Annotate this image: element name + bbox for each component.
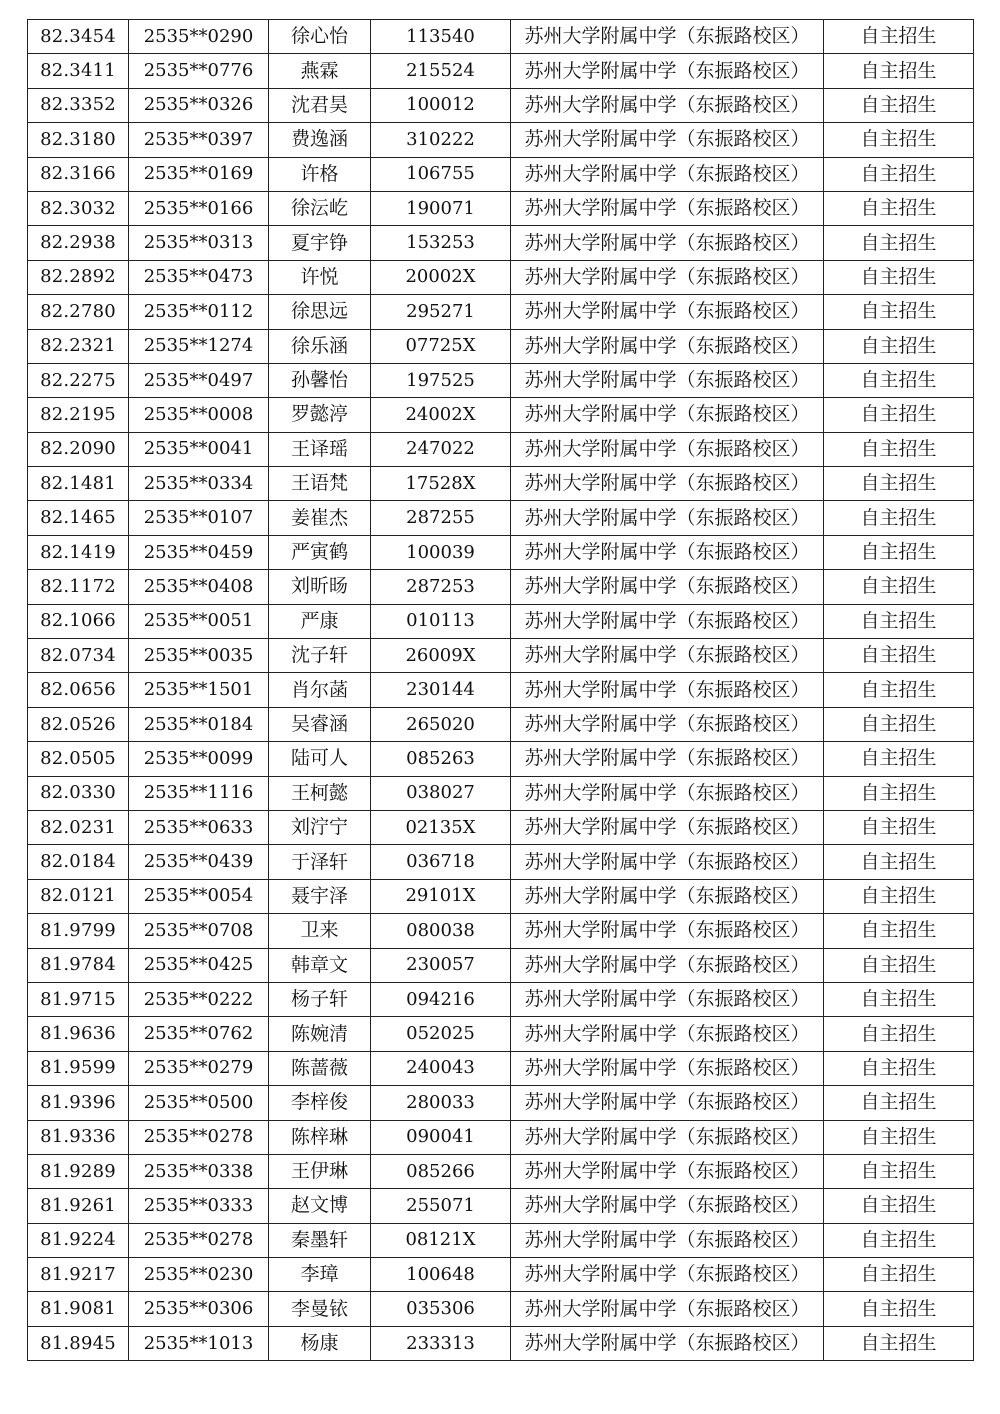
student-name-cell: 李曼铱: [269, 1292, 371, 1326]
exam-number-cell: 2535**0290: [129, 20, 269, 54]
student-name-cell: 赵文博: [269, 1189, 371, 1223]
id-suffix-cell: 310222: [371, 123, 511, 157]
student-name-cell: 徐思远: [269, 295, 371, 329]
admission-type-cell: 自主招生: [824, 260, 974, 294]
exam-number-cell: 2535**0762: [129, 1017, 269, 1051]
table-row: [28, 1051, 974, 1085]
table-row: [28, 501, 974, 535]
student-name-cell: 李璋: [269, 1258, 371, 1292]
student-name-cell: 严寅鹤: [269, 535, 371, 569]
id-suffix-cell: 197525: [371, 363, 511, 397]
school-cell: 苏州大学附属中学（东振路校区）: [511, 914, 824, 948]
table-row: [28, 1154, 974, 1188]
exam-number-cell: 2535**0776: [129, 54, 269, 88]
score-cell: 81.9636: [28, 1017, 129, 1051]
id-suffix-cell: 08121X: [371, 1223, 511, 1257]
student-name-cell: 陈婉清: [269, 1017, 371, 1051]
exam-number-cell: 2535**0425: [129, 948, 269, 982]
school-cell: 苏州大学附属中学（东振路校区）: [511, 1292, 824, 1326]
admission-type-cell: 自主招生: [824, 948, 974, 982]
exam-number-cell: 2535**0333: [129, 1189, 269, 1223]
table-row: [28, 776, 974, 810]
id-suffix-cell: 080038: [371, 914, 511, 948]
student-name-cell: 王伊琳: [269, 1154, 371, 1188]
school-cell: 苏州大学附属中学（东振路校区）: [511, 226, 824, 260]
admission-type-cell: 自主招生: [824, 673, 974, 707]
student-name-cell: 李梓俊: [269, 1086, 371, 1120]
table-row: [28, 20, 974, 54]
table-row: [28, 914, 974, 948]
id-suffix-cell: 26009X: [371, 639, 511, 673]
table-row: [28, 639, 974, 673]
id-suffix-cell: 090041: [371, 1120, 511, 1154]
school-cell: 苏州大学附属中学（东振路校区）: [511, 157, 824, 191]
exam-number-cell: 2535**0497: [129, 363, 269, 397]
table-row: [28, 1120, 974, 1154]
school-cell: 苏州大学附属中学（东振路校区）: [511, 982, 824, 1016]
admission-type-cell: 自主招生: [824, 570, 974, 604]
school-cell: 苏州大学附属中学（东振路校区）: [511, 123, 824, 157]
id-suffix-cell: 100012: [371, 88, 511, 122]
admission-type-cell: 自主招生: [824, 1086, 974, 1120]
admission-list-table: [27, 19, 974, 1361]
school-cell: 苏州大学附属中学（东振路校区）: [511, 1017, 824, 1051]
admission-type-cell: 自主招生: [824, 535, 974, 569]
id-suffix-cell: 035306: [371, 1292, 511, 1326]
admission-type-cell: 自主招生: [824, 226, 974, 260]
score-cell: 81.9336: [28, 1120, 129, 1154]
school-cell: 苏州大学附属中学（东振路校区）: [511, 639, 824, 673]
student-name-cell: 沈子轩: [269, 639, 371, 673]
student-name-cell: 姜崔杰: [269, 501, 371, 535]
score-cell: 82.3454: [28, 20, 129, 54]
table-body: [28, 20, 974, 1361]
id-suffix-cell: 265020: [371, 707, 511, 741]
score-cell: 82.3180: [28, 123, 129, 157]
id-suffix-cell: 280033: [371, 1086, 511, 1120]
exam-number-cell: 2535**0338: [129, 1154, 269, 1188]
school-cell: 苏州大学附属中学（东振路校区）: [511, 467, 824, 501]
score-cell: 82.3032: [28, 191, 129, 225]
school-cell: 苏州大学附属中学（东振路校区）: [511, 295, 824, 329]
exam-number-cell: 2535**0099: [129, 742, 269, 776]
school-cell: 苏州大学附属中学（东振路校区）: [511, 54, 824, 88]
school-cell: 苏州大学附属中学（东振路校区）: [511, 776, 824, 810]
id-suffix-cell: 07725X: [371, 329, 511, 363]
score-cell: 82.0656: [28, 673, 129, 707]
admission-type-cell: 自主招生: [824, 123, 974, 157]
score-cell: 82.2090: [28, 432, 129, 466]
student-name-cell: 徐沄屹: [269, 191, 371, 225]
school-cell: 苏州大学附属中学（东振路校区）: [511, 845, 824, 879]
school-cell: 苏州大学附属中学（东振路校区）: [511, 673, 824, 707]
id-suffix-cell: 106755: [371, 157, 511, 191]
exam-number-cell: 2535**0633: [129, 810, 269, 844]
student-name-cell: 于泽轩: [269, 845, 371, 879]
admission-type-cell: 自主招生: [824, 467, 974, 501]
id-suffix-cell: 295271: [371, 295, 511, 329]
score-cell: 82.1481: [28, 467, 129, 501]
student-name-cell: 杨子轩: [269, 982, 371, 1016]
score-cell: 82.0184: [28, 845, 129, 879]
student-name-cell: 罗懿渟: [269, 398, 371, 432]
admission-type-cell: 自主招生: [824, 742, 974, 776]
school-cell: 苏州大学附属中学（东振路校区）: [511, 88, 824, 122]
id-suffix-cell: 215524: [371, 54, 511, 88]
table-row: [28, 1223, 974, 1257]
table-row: [28, 295, 974, 329]
exam-number-cell: 2535**0473: [129, 260, 269, 294]
table-row: [28, 673, 974, 707]
exam-number-cell: 2535**0107: [129, 501, 269, 535]
exam-number-cell: 2535**0708: [129, 914, 269, 948]
school-cell: 苏州大学附属中学（东振路校区）: [511, 398, 824, 432]
student-name-cell: 王译瑶: [269, 432, 371, 466]
student-name-cell: 肖尔菡: [269, 673, 371, 707]
table-row: [28, 123, 974, 157]
student-name-cell: 沈君昊: [269, 88, 371, 122]
exam-number-cell: 2535**0041: [129, 432, 269, 466]
id-suffix-cell: 02135X: [371, 810, 511, 844]
exam-number-cell: 2535**1013: [129, 1326, 269, 1360]
exam-number-cell: 2535**0408: [129, 570, 269, 604]
exam-number-cell: 2535**1501: [129, 673, 269, 707]
admission-type-cell: 自主招生: [824, 1154, 974, 1188]
table-row: [28, 398, 974, 432]
admission-type-cell: 自主招生: [824, 845, 974, 879]
admission-type-cell: 自主招生: [824, 604, 974, 638]
id-suffix-cell: 24002X: [371, 398, 511, 432]
score-cell: 82.3166: [28, 157, 129, 191]
exam-number-cell: 2535**0278: [129, 1120, 269, 1154]
score-cell: 82.0505: [28, 742, 129, 776]
admission-type-cell: 自主招生: [824, 1189, 974, 1223]
id-suffix-cell: 010113: [371, 604, 511, 638]
school-cell: 苏州大学附属中学（东振路校区）: [511, 1086, 824, 1120]
score-cell: 82.1172: [28, 570, 129, 604]
exam-number-cell: 2535**0313: [129, 226, 269, 260]
id-suffix-cell: 113540: [371, 20, 511, 54]
score-cell: 81.9224: [28, 1223, 129, 1257]
table-row: [28, 604, 974, 638]
student-name-cell: 许格: [269, 157, 371, 191]
student-name-cell: 王柯懿: [269, 776, 371, 810]
student-name-cell: 陈梓琳: [269, 1120, 371, 1154]
exam-number-cell: 2535**1274: [129, 329, 269, 363]
id-suffix-cell: 233313: [371, 1326, 511, 1360]
student-name-cell: 韩章文: [269, 948, 371, 982]
id-suffix-cell: 255071: [371, 1189, 511, 1223]
score-cell: 82.1419: [28, 535, 129, 569]
score-cell: 82.3411: [28, 54, 129, 88]
exam-number-cell: 2535**0334: [129, 467, 269, 501]
student-name-cell: 卫来: [269, 914, 371, 948]
exam-number-cell: 2535**0459: [129, 535, 269, 569]
exam-number-cell: 2535**0306: [129, 1292, 269, 1326]
admission-type-cell: 自主招生: [824, 776, 974, 810]
school-cell: 苏州大学附属中学（东振路校区）: [511, 948, 824, 982]
student-name-cell: 燕霖: [269, 54, 371, 88]
id-suffix-cell: 230144: [371, 673, 511, 707]
school-cell: 苏州大学附属中学（东振路校区）: [511, 1154, 824, 1188]
school-cell: 苏州大学附属中学（东振路校区）: [511, 363, 824, 397]
school-cell: 苏州大学附属中学（东振路校区）: [511, 501, 824, 535]
table-row: [28, 432, 974, 466]
id-suffix-cell: 094216: [371, 982, 511, 1016]
id-suffix-cell: 17528X: [371, 467, 511, 501]
student-name-cell: 杨康: [269, 1326, 371, 1360]
school-cell: 苏州大学附属中学（东振路校区）: [511, 707, 824, 741]
score-cell: 82.2275: [28, 363, 129, 397]
table-row: [28, 879, 974, 913]
table-row: [28, 948, 974, 982]
id-suffix-cell: 287255: [371, 501, 511, 535]
school-cell: 苏州大学附属中学（东振路校区）: [511, 879, 824, 913]
id-suffix-cell: 230057: [371, 948, 511, 982]
school-cell: 苏州大学附属中学（东振路校区）: [511, 260, 824, 294]
school-cell: 苏州大学附属中学（东振路校区）: [511, 1326, 824, 1360]
student-name-cell: 徐乐涵: [269, 329, 371, 363]
admission-type-cell: 自主招生: [824, 1292, 974, 1326]
exam-number-cell: 2535**0222: [129, 982, 269, 1016]
exam-number-cell: 2535**0035: [129, 639, 269, 673]
table-row: [28, 570, 974, 604]
admission-type-cell: 自主招生: [824, 1223, 974, 1257]
admission-type-cell: 自主招生: [824, 707, 974, 741]
exam-number-cell: 2535**0008: [129, 398, 269, 432]
score-cell: 81.9081: [28, 1292, 129, 1326]
admission-type-cell: 自主招生: [824, 88, 974, 122]
admission-type-cell: 自主招生: [824, 639, 974, 673]
student-name-cell: 夏宇铮: [269, 226, 371, 260]
table-row: [28, 1326, 974, 1360]
admission-type-cell: 自主招生: [824, 1258, 974, 1292]
table-row: [28, 810, 974, 844]
table-row: [28, 260, 974, 294]
id-suffix-cell: 153253: [371, 226, 511, 260]
id-suffix-cell: 100039: [371, 535, 511, 569]
student-name-cell: 徐心怡: [269, 20, 371, 54]
admission-type-cell: 自主招生: [824, 157, 974, 191]
score-cell: 82.2780: [28, 295, 129, 329]
table-row: [28, 707, 974, 741]
school-cell: 苏州大学附属中学（东振路校区）: [511, 1120, 824, 1154]
score-cell: 82.1465: [28, 501, 129, 535]
table-row: [28, 363, 974, 397]
admission-type-cell: 自主招生: [824, 20, 974, 54]
student-name-cell: 陆可人: [269, 742, 371, 776]
exam-number-cell: 2535**0166: [129, 191, 269, 225]
admission-type-cell: 自主招生: [824, 501, 974, 535]
school-cell: 苏州大学附属中学（东振路校区）: [511, 1051, 824, 1085]
score-cell: 81.9289: [28, 1154, 129, 1188]
admission-type-cell: 自主招生: [824, 982, 974, 1016]
id-suffix-cell: 20002X: [371, 260, 511, 294]
score-cell: 82.3352: [28, 88, 129, 122]
admission-type-cell: 自主招生: [824, 914, 974, 948]
id-suffix-cell: 052025: [371, 1017, 511, 1051]
exam-number-cell: 2535**0279: [129, 1051, 269, 1085]
school-cell: 苏州大学附属中学（东振路校区）: [511, 191, 824, 225]
exam-number-cell: 2535**1116: [129, 776, 269, 810]
student-name-cell: 吴睿涵: [269, 707, 371, 741]
exam-number-cell: 2535**0397: [129, 123, 269, 157]
admission-type-cell: 自主招生: [824, 1120, 974, 1154]
id-suffix-cell: 085263: [371, 742, 511, 776]
table-row: [28, 329, 974, 363]
student-name-cell: 孙馨怡: [269, 363, 371, 397]
id-suffix-cell: 29101X: [371, 879, 511, 913]
id-suffix-cell: 038027: [371, 776, 511, 810]
exam-number-cell: 2535**0054: [129, 879, 269, 913]
admission-type-cell: 自主招生: [824, 54, 974, 88]
score-cell: 81.9217: [28, 1258, 129, 1292]
score-cell: 81.9715: [28, 982, 129, 1016]
table-row: [28, 1189, 974, 1223]
score-cell: 81.9396: [28, 1086, 129, 1120]
school-cell: 苏州大学附属中学（东振路校区）: [511, 570, 824, 604]
score-cell: 82.0330: [28, 776, 129, 810]
admission-type-cell: 自主招生: [824, 191, 974, 225]
score-cell: 81.9599: [28, 1051, 129, 1085]
score-cell: 82.2938: [28, 226, 129, 260]
score-cell: 82.2195: [28, 398, 129, 432]
school-cell: 苏州大学附属中学（东振路校区）: [511, 604, 824, 638]
score-cell: 82.0734: [28, 639, 129, 673]
exam-number-cell: 2535**0500: [129, 1086, 269, 1120]
score-cell: 82.0526: [28, 707, 129, 741]
table-row: [28, 535, 974, 569]
table-row: [28, 191, 974, 225]
student-name-cell: 许悦: [269, 260, 371, 294]
student-name-cell: 刘昕旸: [269, 570, 371, 604]
school-cell: 苏州大学附属中学（东振路校区）: [511, 432, 824, 466]
school-cell: 苏州大学附属中学（东振路校区）: [511, 1189, 824, 1223]
admission-type-cell: 自主招生: [824, 879, 974, 913]
admission-type-cell: 自主招生: [824, 1051, 974, 1085]
student-name-cell: 聂宇泽: [269, 879, 371, 913]
student-name-cell: 陈蔷薇: [269, 1051, 371, 1085]
score-cell: 82.1066: [28, 604, 129, 638]
table-row: [28, 54, 974, 88]
table-row: [28, 1258, 974, 1292]
student-name-cell: 秦墨轩: [269, 1223, 371, 1257]
table-row: [28, 845, 974, 879]
score-cell: 81.9799: [28, 914, 129, 948]
exam-number-cell: 2535**0326: [129, 88, 269, 122]
school-cell: 苏州大学附属中学（东振路校区）: [511, 329, 824, 363]
table-row: [28, 1292, 974, 1326]
score-cell: 82.2321: [28, 329, 129, 363]
table-row: [28, 157, 974, 191]
score-cell: 81.8945: [28, 1326, 129, 1360]
school-cell: 苏州大学附属中学（东振路校区）: [511, 742, 824, 776]
admission-type-cell: 自主招生: [824, 398, 974, 432]
score-cell: 82.0121: [28, 879, 129, 913]
id-suffix-cell: 240043: [371, 1051, 511, 1085]
admission-type-cell: 自主招生: [824, 1017, 974, 1051]
admission-type-cell: 自主招生: [824, 432, 974, 466]
exam-number-cell: 2535**0278: [129, 1223, 269, 1257]
exam-number-cell: 2535**0230: [129, 1258, 269, 1292]
score-cell: 82.0231: [28, 810, 129, 844]
exam-number-cell: 2535**0051: [129, 604, 269, 638]
table-row: [28, 1086, 974, 1120]
student-name-cell: 刘泞宁: [269, 810, 371, 844]
student-name-cell: 王语梵: [269, 467, 371, 501]
id-suffix-cell: 036718: [371, 845, 511, 879]
admission-type-cell: 自主招生: [824, 363, 974, 397]
school-cell: 苏州大学附属中学（东振路校区）: [511, 20, 824, 54]
exam-number-cell: 2535**0112: [129, 295, 269, 329]
school-cell: 苏州大学附属中学（东振路校区）: [511, 535, 824, 569]
id-suffix-cell: 247022: [371, 432, 511, 466]
exam-number-cell: 2535**0169: [129, 157, 269, 191]
score-cell: 81.9784: [28, 948, 129, 982]
exam-number-cell: 2535**0439: [129, 845, 269, 879]
score-cell: 81.9261: [28, 1189, 129, 1223]
table-row: [28, 982, 974, 1016]
table-row: [28, 226, 974, 260]
id-suffix-cell: 190071: [371, 191, 511, 225]
admission-type-cell: 自主招生: [824, 810, 974, 844]
exam-number-cell: 2535**0184: [129, 707, 269, 741]
score-cell: 82.2892: [28, 260, 129, 294]
admission-type-cell: 自主招生: [824, 1326, 974, 1360]
table-row: [28, 1017, 974, 1051]
id-suffix-cell: 085266: [371, 1154, 511, 1188]
admission-type-cell: 自主招生: [824, 329, 974, 363]
table-row: [28, 742, 974, 776]
student-name-cell: 费逸涵: [269, 123, 371, 157]
id-suffix-cell: 100648: [371, 1258, 511, 1292]
table-row: [28, 88, 974, 122]
student-name-cell: 严康: [269, 604, 371, 638]
id-suffix-cell: 287253: [371, 570, 511, 604]
school-cell: 苏州大学附属中学（东振路校区）: [511, 1223, 824, 1257]
school-cell: 苏州大学附属中学（东振路校区）: [511, 1258, 824, 1292]
table-row: [28, 467, 974, 501]
school-cell: 苏州大学附属中学（东振路校区）: [511, 810, 824, 844]
admission-type-cell: 自主招生: [824, 295, 974, 329]
